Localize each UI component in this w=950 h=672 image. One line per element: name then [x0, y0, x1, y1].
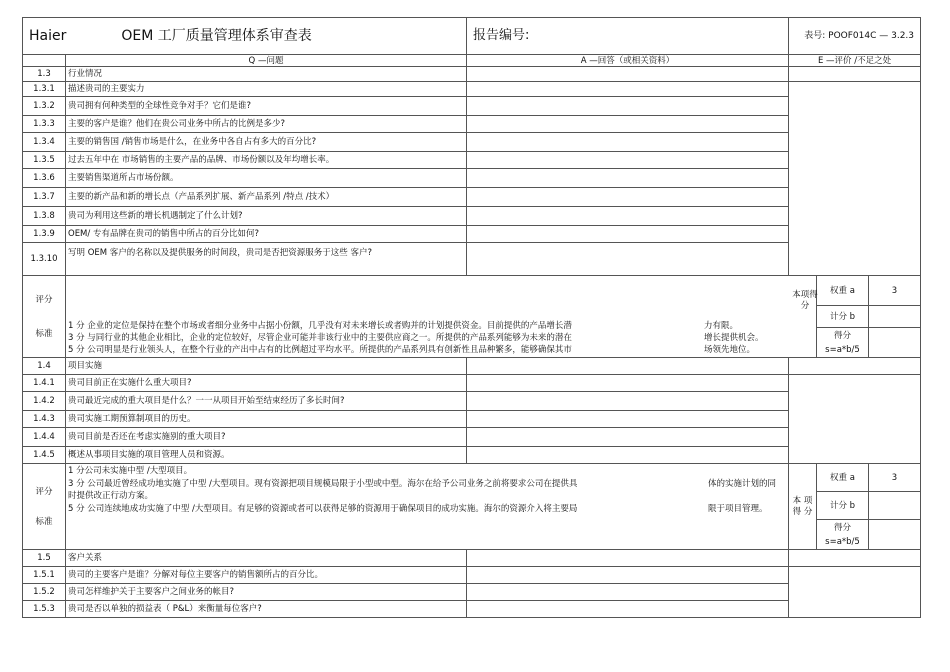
criteria-line-5: 5 分 公司明显是行业领头人，在整个行业的产出中占有的比例超过平均水平。所提供的产品系列具有创新性且品种繁多，能够确保其市 场领先地位。	[68, 345, 756, 355]
column-header-no	[23, 55, 66, 67]
answer-cell[interactable]	[467, 82, 789, 97]
evaluation-cell[interactable]	[789, 375, 921, 464]
criteria-line-3-cont: 时提供改正行动方案。	[68, 491, 154, 501]
coef-input[interactable]	[869, 492, 921, 520]
table-row	[23, 169, 921, 188]
audit-table	[22, 17, 921, 618]
answer-cell[interactable]	[467, 428, 789, 447]
answer-cell[interactable]	[467, 243, 789, 276]
criteria-line-1: 1 分公司未实施中型 /大型项目。	[68, 466, 193, 476]
question-text: 贵司实施工期预算制项目的历史。	[66, 411, 467, 428]
question-text: 主要的新产品和新的增长点（产品系列扩展、新产品系列 /特点 /技术）	[66, 188, 467, 207]
table-row	[23, 601, 921, 618]
score-input[interactable]	[869, 328, 921, 358]
scoring-label: 评分	[35, 294, 53, 305]
answer-cell[interactable]	[467, 601, 789, 618]
weight-value: 3	[869, 276, 921, 306]
page-title: OEM 工厂质量管理体系审查表	[121, 28, 312, 44]
answer-cell[interactable]	[467, 116, 789, 133]
table-row	[23, 584, 921, 601]
question-text: 贵司的主要客户是谁？分解对每位主要客户的销售额所占的百分比。	[66, 567, 467, 584]
criteria-label: 标准	[35, 328, 53, 339]
item-number: 1.3.2	[23, 97, 66, 116]
section-title: 行业情况	[66, 67, 467, 82]
item-number: 1.5.1	[23, 567, 66, 584]
criteria-label: 标准	[35, 516, 53, 527]
question-text: 贵司目前是否还在考虑实施别的重大项目?	[66, 428, 467, 447]
answer-cell[interactable]	[467, 67, 789, 82]
question-text: 贵司拥有何种类型的全球性竞争对手？它们是谁?	[66, 97, 467, 116]
section-number: 1.3	[23, 67, 66, 82]
evaluation-cell[interactable]	[789, 67, 921, 82]
item-number: 1.3.9	[23, 226, 66, 243]
self-score-label: 本 项 得 分	[789, 464, 817, 550]
section-title: 客户关系	[66, 550, 467, 567]
question-text: OEM/ 专有品牌在贵司的销售中所占的百分比如何?	[66, 226, 467, 243]
answer-cell[interactable]	[467, 550, 789, 567]
section-row	[23, 550, 921, 567]
table-row	[23, 567, 921, 584]
item-number: 1.3.7	[23, 188, 66, 207]
table-row	[23, 152, 921, 169]
question-text: 贵司最近完成的重大项目是什么？一一从项目开始至结束经历了多长时间?	[66, 392, 467, 411]
table-row	[23, 97, 921, 116]
answer-cell[interactable]	[467, 375, 789, 392]
item-number: 1.3.8	[23, 207, 66, 226]
weight-label: 权重 a	[817, 276, 869, 306]
item-number: 1.4.4	[23, 428, 66, 447]
table-row	[23, 133, 921, 152]
section-title: 项目实施	[66, 358, 467, 375]
answer-cell[interactable]	[467, 169, 789, 188]
criteria-line-1: 1 分 企业的定位是保持在整个市场或者细分业务中占据小份额，几乎没有对未来增长或者购并的计划提供资金。目前提供的产品增长潜 力有限。	[68, 321, 739, 331]
criteria-line-3: 3 分 与同行业的其他企业相比，企业的定位较好，尽管企业可能并非该行业中的主要供应商之一。所提供的产品系列能够为未来的潜在 增长提供机会。	[68, 333, 764, 343]
header-row	[23, 18, 921, 55]
question-text: 过去五年中在 市场销售的主要产品的品牌、市场份额以及年均增长率。	[66, 152, 467, 169]
answer-cell[interactable]	[467, 358, 789, 375]
coef-label: 计分 b	[817, 306, 869, 328]
answer-cell[interactable]	[467, 447, 789, 464]
column-header-evaluation: E —评价 /不足之处	[789, 55, 921, 67]
table-row	[23, 243, 921, 276]
answer-cell[interactable]	[467, 584, 789, 601]
item-number: 1.3.3	[23, 116, 66, 133]
evaluation-cell[interactable]	[789, 550, 921, 567]
question-text: 贵司为利用这些新的增长机遇制定了什么计划?	[66, 207, 467, 226]
table-row	[23, 375, 921, 392]
table-row	[23, 392, 921, 411]
coef-label: 计分 b	[817, 492, 869, 520]
weight-label: 权重 a	[817, 464, 869, 492]
table-row	[23, 447, 921, 464]
answer-cell[interactable]	[467, 392, 789, 411]
answer-cell[interactable]	[467, 152, 789, 169]
column-header-answer: A —回答（或相关资料）	[467, 55, 789, 67]
table-row	[23, 411, 921, 428]
item-number: 1.3.10	[23, 243, 66, 276]
weight-value: 3	[869, 464, 921, 492]
question-text: 主要的销售国 /销售市场是什么，在业务中各自占有多大的百分比?	[66, 133, 467, 152]
column-header-row	[23, 55, 921, 67]
criteria-line-5: 5 分 公司连续地成功实施了中型 /大型项目。有足够的资源或者可以获得足够的资源用于确保项目的成功实施。海尔的资源介入将主要局 限于项目管理。	[68, 503, 768, 514]
scoring-row	[23, 276, 921, 306]
answer-cell[interactable]	[467, 97, 789, 116]
answer-cell[interactable]	[467, 133, 789, 152]
item-number: 1.4.1	[23, 375, 66, 392]
item-number: 1.4.5	[23, 447, 66, 464]
item-number: 1.4.2	[23, 392, 66, 411]
column-header-question: Q —问题	[66, 55, 467, 67]
scoring-label: 评分	[35, 486, 53, 497]
item-number: 1.3.5	[23, 152, 66, 169]
answer-cell[interactable]	[467, 207, 789, 226]
coef-input[interactable]	[869, 306, 921, 328]
criteria-line-3: 3 分 公司最近曾经成功地实施了中型 /大型项目。现有资源把项目规模局限于小型或中型。海尔在给予公司业务之前将要求公司在提供具 体的实施计划的同	[68, 478, 777, 489]
scoring-row	[23, 464, 921, 492]
table-row	[23, 207, 921, 226]
evaluation-cell[interactable]	[789, 567, 921, 618]
form-number: 表号: POOF014C — 3.2.3	[789, 18, 921, 55]
table-row	[23, 428, 921, 447]
table-row	[23, 82, 921, 97]
score-cell	[817, 520, 869, 550]
item-number: 1.3.4	[23, 133, 66, 152]
question-text: 描述贵司的主要实力	[66, 82, 467, 97]
scoring-criteria	[66, 464, 789, 550]
scoring-label-cell	[23, 464, 66, 550]
answer-cell[interactable]	[467, 567, 789, 584]
question-text: 贵司怎样维护关于主要客户之间业务的帐目?	[66, 584, 467, 601]
scoring-criteria	[66, 276, 817, 358]
section-row	[23, 67, 921, 82]
table-row	[23, 188, 921, 207]
item-number: 1.5.2	[23, 584, 66, 601]
evaluation-cell[interactable]	[789, 82, 921, 276]
item-number: 1.5.3	[23, 601, 66, 618]
question-text: 主要销售渠道所占市场份额。	[66, 169, 467, 188]
score-input[interactable]	[869, 520, 921, 550]
section-row	[23, 358, 921, 375]
question-text: 概述从事项目实施的项目管理人员和资源。	[66, 447, 467, 464]
scoring-label-cell	[23, 276, 66, 358]
question-text: 贵司目前正在实施什么重大项目?	[66, 375, 467, 392]
score-formula: s=a*b/5	[825, 536, 860, 547]
self-score-label: 本项得分	[792, 290, 818, 311]
report-number-label: 报告编号:	[467, 18, 789, 55]
score-formula: s=a*b/5	[825, 344, 860, 355]
evaluation-cell[interactable]	[789, 358, 921, 375]
score-label: 得分	[833, 330, 851, 341]
question-text: 写明 OEM 客户的名称以及提供服务的时间段，贵司是否把资源服务于这些 客户?	[66, 243, 467, 276]
answer-cell[interactable]	[467, 226, 789, 243]
question-text: 主要的客户是谁？他们在贵公司业务中所占的比例是多少?	[66, 116, 467, 133]
score-cell	[817, 328, 869, 358]
table-row	[23, 226, 921, 243]
item-number: 1.3.1	[23, 82, 66, 97]
score-label: 得分	[833, 522, 851, 533]
answer-cell[interactable]	[467, 411, 789, 428]
section-number: 1.5	[23, 550, 66, 567]
item-number: 1.4.3	[23, 411, 66, 428]
section-number: 1.4	[23, 358, 66, 375]
answer-cell[interactable]	[467, 188, 789, 207]
header-title-cell	[23, 18, 467, 55]
item-number: 1.3.6	[23, 169, 66, 188]
table-row	[23, 116, 921, 133]
brand-name: Haier	[29, 28, 67, 44]
question-text: 贵司是否以单独的损益表（ P&L）来衡量每位客户?	[66, 601, 467, 618]
